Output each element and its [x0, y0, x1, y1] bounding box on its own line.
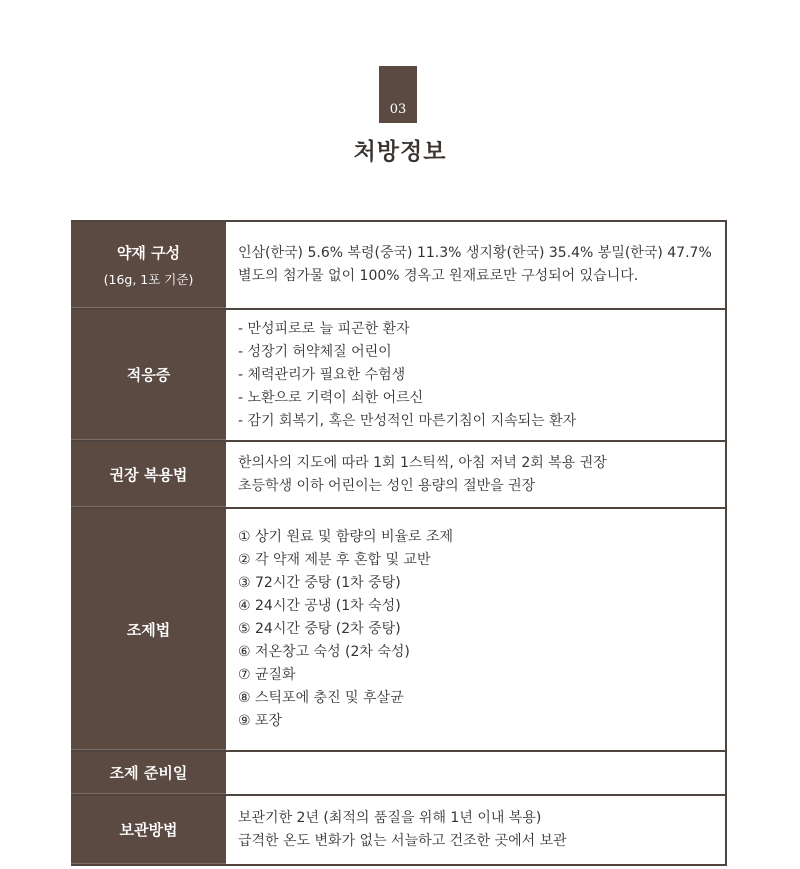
row-content — [226, 509, 727, 750]
row-header-label: 보관방법 — [119, 821, 178, 839]
section-number: 03 — [389, 102, 407, 117]
content-line: ⑨ 포장 — [238, 713, 283, 729]
row-header-label: 적응증 — [126, 366, 171, 384]
table-row-indications — [71, 310, 727, 442]
row-header — [71, 509, 226, 750]
content-line: 급격한 온도 변화가 없는 서늘하고 건조한 곳에서 보관 — [238, 833, 567, 849]
table-row-dosage — [71, 442, 727, 509]
row-header — [71, 752, 226, 794]
row-content — [226, 310, 727, 440]
content-line: ② 각 약재 제분 후 혼합 및 교반 — [238, 552, 431, 568]
page-title: 처방정보 — [353, 138, 447, 165]
content-line: ⑥ 저온창고 숙성 (2차 숙성) — [238, 644, 410, 660]
content-line: - 노환으로 기력이 쇠한 어르신 — [238, 389, 424, 406]
row-content — [226, 796, 727, 864]
row-header-label: 약재 구성 — [116, 243, 181, 262]
content-line: 한의사의 지도에 따라 1회 1스틱씩, 아침 저녁 2회 복용 권장 — [238, 454, 607, 471]
content-line: - 성장기 허약체질 어린이 — [238, 343, 392, 360]
row-header-label: 권장 복용법 — [109, 465, 188, 484]
content-line: ④ 24시간 공냉 (1차 숙성) — [238, 598, 401, 614]
table-row-prep-date — [71, 752, 727, 796]
content-line: 보관기한 2년 (최적의 품질을 위해 1년 이내 복용) — [238, 810, 542, 826]
content-line: - 체력관리가 필요한 수험생 — [238, 366, 406, 383]
row-content — [226, 222, 727, 308]
content-line: ① 상기 원료 및 함량의 비율로 조제 — [238, 529, 454, 545]
content-line: - 감기 회복기, 혹은 만성적인 마른기침이 지속되는 환자 — [238, 412, 577, 429]
row-header — [71, 222, 226, 308]
table-row-preparation — [71, 509, 727, 752]
row-header-label: 조제 준비일 — [109, 764, 188, 782]
content-line: 별도의 첨가물 없이 100% 경옥고 원재료로만 구성되어 있습니다. — [238, 268, 639, 284]
table-row-storage — [71, 796, 727, 866]
table-row-ingredients — [71, 222, 727, 310]
row-content-empty — [226, 752, 727, 794]
content-line: 초등학생 이하 어린이는 성인 용량의 절반을 권장 — [238, 477, 536, 494]
row-header-label: 조제법 — [126, 620, 171, 639]
content-line: ⑤ 24시간 중탕 (2차 중탕) — [238, 621, 401, 637]
content-line: ⑧ 스틱포에 충진 및 후살균 — [238, 690, 404, 706]
prescription-info-table — [71, 220, 727, 866]
row-header — [71, 796, 226, 864]
content-line: ⑦ 균질화 — [238, 667, 296, 683]
content-line: 인삼(한국) 5.6% 복령(중국) 11.3% 생지황(한국) 35.4% 봉밀(한국) 47.7% — [238, 245, 712, 261]
row-content — [226, 442, 727, 507]
content-line: ③ 72시간 중탕 (1차 중탕) — [238, 575, 401, 591]
row-header — [71, 310, 226, 440]
section-number-badge — [379, 66, 417, 123]
row-header-sublabel: (16g, 1포 기준) — [103, 271, 194, 287]
row-header — [71, 442, 226, 507]
content-line: - 만성피로로 늘 피곤한 환자 — [238, 320, 410, 337]
